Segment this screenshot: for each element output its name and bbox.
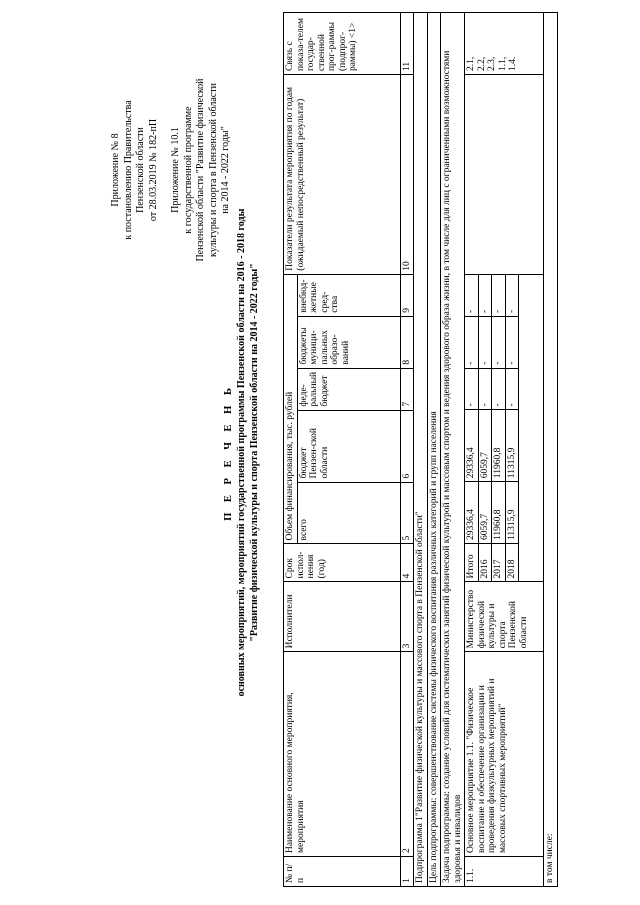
document-title: П Е Р Е Ч Е Н Ь <box>223 384 234 521</box>
row-number: 1.1. <box>465 857 544 887</box>
appendix-line: на 2014 - 2022 годы" <box>220 126 231 214</box>
col-number: 8 <box>400 316 414 368</box>
header-extra: внебюд-жетные сред-ства <box>297 274 400 316</box>
appendix-line: культуры и спорта в Пензенской области <box>207 83 219 257</box>
funding-subtable <box>465 275 543 582</box>
appendix-line: от 28.03.2019 № 182-пП <box>147 118 159 222</box>
header-indicators: Показатели результата мероприятия по годам (ожидаемый непосредственный результат) <box>284 75 401 275</box>
link-item: 1.4. <box>508 56 518 72</box>
header-num: № п/п <box>284 857 401 887</box>
subprogram-row <box>414 13 428 887</box>
appendix-line: Пензенской области <box>135 127 146 213</box>
measures-table <box>283 12 558 887</box>
col-number: 9 <box>400 274 414 316</box>
row-executor: Министерство физической культуры и спорта Пензенской области <box>465 582 544 652</box>
funding-federal: - <box>492 368 506 410</box>
appendix-line: к государственной программе <box>182 106 194 234</box>
funding-year: 2016 <box>478 544 492 582</box>
header-municipal: бюджеты муници-пальных образо-ваний <box>297 316 400 368</box>
header-term: Срок испол-нения (год) <box>284 544 401 582</box>
header-link: Связь с показа-телем государ-ственной прог-раммы (подпрог-раммы) <1> <box>284 13 401 75</box>
document-subtitle: основных мероприятий, мероприятий государственной программы Пензенской области на 2016 - 2018 годы <box>236 208 247 697</box>
funding-municipal: - <box>505 317 519 369</box>
row-indicators <box>465 75 544 275</box>
funding-extra: - <box>478 275 492 317</box>
subprogram-task: Задача подпрограммы: создание условий для систематических занятий физической культурой и массовым спортом и ведения здорового образа жизни, в том числе для лиц с ограниченными возможностями здоровья и инвалидов <box>441 13 465 887</box>
document-heading <box>222 0 261 905</box>
funding-federal: - <box>505 368 519 410</box>
funding-row <box>492 275 506 582</box>
header-executor: Исполнители <box>284 582 401 652</box>
link-item: 2.1, <box>466 56 476 72</box>
header-funding: Объем финансирования, тыс. рублей <box>284 274 298 544</box>
funding-extra: - <box>505 275 519 317</box>
table-row <box>465 13 544 887</box>
header-regional: бюджет Пензен-ской области <box>297 410 400 482</box>
link-item: 2.3, <box>487 56 497 72</box>
funding-extra: - <box>465 275 478 317</box>
funding-year: Итого <box>465 544 478 582</box>
link-item: 2.2, <box>476 56 487 72</box>
appendix-line: к постановлению Правительства <box>122 100 134 240</box>
funding-total: 29336,4 <box>465 482 478 544</box>
col-number: 4 <box>400 544 414 582</box>
header-federal: феде-ральный бюджет <box>297 368 400 410</box>
col-number: 3 <box>400 582 414 652</box>
funding-regional: 29336,4 <box>465 410 478 482</box>
header-total: всего <box>297 482 400 544</box>
header-name: Наименование основного мероприятия, мероприятия <box>284 652 401 857</box>
goal-row <box>427 13 441 887</box>
funding-regional: 11960,8 <box>492 410 506 482</box>
footer-row <box>544 13 558 887</box>
funding-block <box>465 274 544 582</box>
col-number: 5 <box>400 482 414 544</box>
funding-row <box>465 275 478 582</box>
funding-total: 11315,9 <box>505 482 519 544</box>
funding-extra: - <box>492 275 506 317</box>
subprogram-title: Подпрограмма 1"Развитие физической культуры и массового спорта в Пензенской области" <box>414 13 428 887</box>
column-number-row <box>400 13 414 887</box>
document-subtitle: "Развитие физической культуры и спорта Пензенской области на 2014 - 2022 годы" <box>249 263 260 642</box>
funding-total: 11960,8 <box>492 482 506 544</box>
funding-regional: 11315,9 <box>505 410 519 482</box>
funding-regional: 6059,7 <box>478 410 492 482</box>
appendix-line: Приложение № 10.1 <box>170 127 181 213</box>
funding-municipal: - <box>492 317 506 369</box>
row-links <box>465 13 544 75</box>
col-number: 11 <box>400 13 414 75</box>
appendix-line: Приложение № 8 <box>110 133 121 207</box>
subprogram-goal: Цель подпрограммы: совершенствование системы физического воспитания различных категорий и групп населения <box>427 13 441 887</box>
row-name: Основное мероприятие 1.1. "Физическое воспитание и обеспечение организации и проведения физкультурных мероприятий и массовых спортивных мероприятий" <box>465 652 544 857</box>
funding-federal: - <box>465 368 478 410</box>
funding-municipal: - <box>465 317 478 369</box>
appendix-line: Пензенской области "Развитие физической <box>195 78 206 262</box>
col-number: 6 <box>400 410 414 482</box>
funding-row <box>505 275 519 582</box>
funding-year: 2017 <box>492 544 506 582</box>
funding-year: 2018 <box>505 544 519 582</box>
task-row <box>441 13 465 887</box>
funding-municipal: - <box>478 317 492 369</box>
link-item: 1.1, <box>497 56 508 72</box>
funding-row <box>478 275 492 582</box>
header-row <box>284 13 298 887</box>
col-number: 1 <box>400 857 414 887</box>
footer-text: в том числе: <box>544 13 558 887</box>
col-number: 10 <box>400 75 414 275</box>
funding-federal: - <box>478 368 492 410</box>
col-number: 7 <box>400 368 414 410</box>
appendix-block <box>110 45 233 295</box>
col-number: 2 <box>400 652 414 857</box>
funding-total: 6059,7 <box>478 482 492 544</box>
